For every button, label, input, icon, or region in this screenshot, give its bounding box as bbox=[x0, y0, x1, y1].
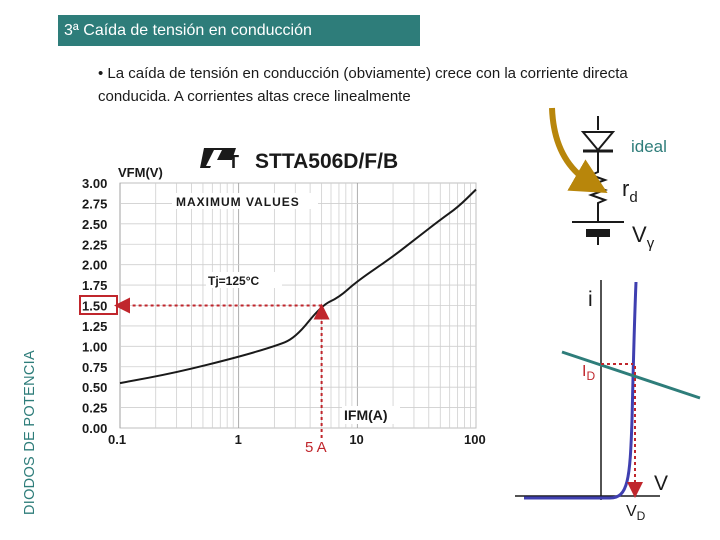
y-tick-label: 2.50 bbox=[82, 216, 108, 232]
y-tick-label: 0.00 bbox=[82, 421, 108, 436]
y-tick-labels bbox=[82, 176, 107, 436]
diode-model bbox=[552, 108, 667, 252]
y-tick-label: 0.50 bbox=[82, 380, 108, 396]
vd-label: $V_D$ bbox=[626, 503, 646, 523]
x-tick-labels bbox=[108, 432, 486, 447]
part-number: STTA506D/F/B bbox=[255, 150, 399, 173]
marker-current-label: 5 A bbox=[305, 439, 327, 456]
diode-icon bbox=[583, 132, 613, 150]
y-tick-label: 2.25 bbox=[82, 237, 108, 253]
v-label: V bbox=[654, 472, 669, 495]
resistor-icon bbox=[591, 168, 605, 212]
chart-grid bbox=[120, 183, 476, 428]
chart-subtitle: MAXIMUM VALUES bbox=[176, 195, 300, 209]
y-tick-label: 1.50 bbox=[82, 298, 108, 314]
datasheet-curve bbox=[120, 190, 476, 384]
x-tick-label: 1 bbox=[234, 432, 242, 447]
y-tick-label: 1.25 bbox=[82, 318, 108, 334]
id-label: $I_D$ bbox=[582, 363, 596, 383]
vgamma-label: $V_\gamma$ bbox=[632, 222, 655, 252]
battery-icon bbox=[572, 212, 624, 245]
y-axis-title: VFM(V) bbox=[118, 165, 163, 180]
x-axis-title: IFM(A) bbox=[344, 407, 388, 423]
y-tick-label: 0.25 bbox=[82, 400, 108, 416]
svg-text:T: T bbox=[228, 152, 239, 172]
y-tick-label: 1.75 bbox=[82, 278, 108, 294]
y-tick-label: 2.75 bbox=[82, 196, 108, 212]
x-tick-label: 100 bbox=[464, 432, 486, 447]
y-tick-label: 2.00 bbox=[82, 257, 108, 273]
ideal-label: ideal bbox=[631, 137, 667, 156]
rd-label: $r_d$ bbox=[622, 176, 638, 206]
datasheet-chart bbox=[80, 148, 486, 456]
y-tick-label: 3.00 bbox=[82, 176, 108, 191]
side-label: DIODOS DE POTENCIA bbox=[22, 350, 38, 515]
i-label: i bbox=[588, 288, 593, 311]
iv-plot bbox=[515, 280, 700, 523]
temp-label: Tj=125°C bbox=[208, 274, 260, 288]
y-tick-label: 1.00 bbox=[82, 339, 108, 355]
slide-title: 3ª Caída de tensión en conducción bbox=[58, 15, 420, 46]
x-tick-label: 10 bbox=[349, 432, 364, 447]
iv-curve bbox=[524, 282, 636, 498]
arrow-icon bbox=[552, 108, 592, 184]
st-logo-icon bbox=[200, 148, 239, 172]
x-tick-label: 0.1 bbox=[108, 432, 127, 447]
y-tick-label: 0.75 bbox=[82, 359, 108, 375]
bullet-text: • La caída de tensión en conducción (obviamente) crece con la corriente directa conducida. A corrientes altas crece linealmente bbox=[98, 65, 628, 105]
